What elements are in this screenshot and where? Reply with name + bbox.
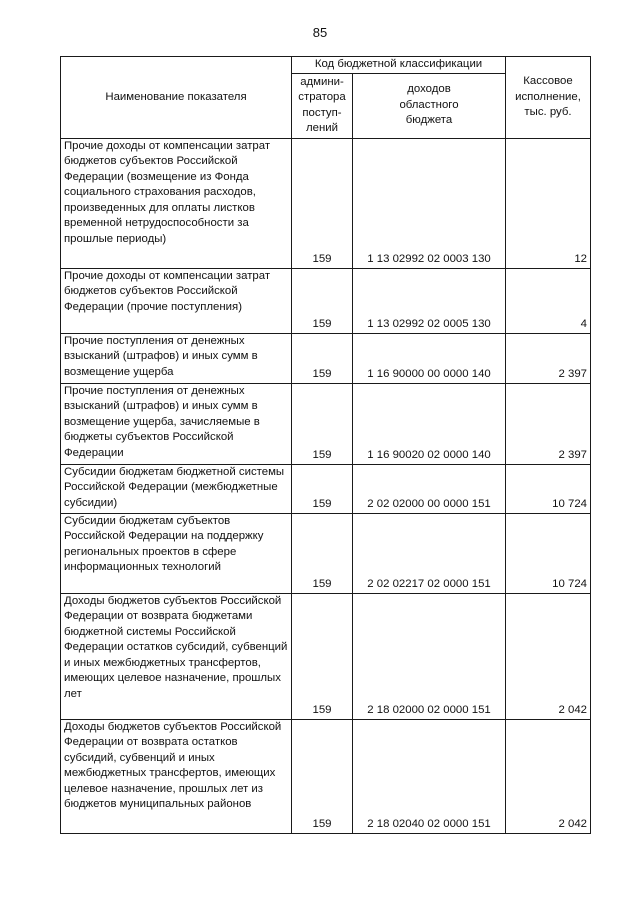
page-number: 85 xyxy=(312,25,328,40)
table-row xyxy=(61,383,591,464)
table-row xyxy=(61,719,591,833)
table-row xyxy=(61,333,591,383)
header-name: Наименование показателя xyxy=(61,57,292,139)
row-income-code: 2 18 02040 02 0000 151 xyxy=(353,719,506,833)
row-sum: 2 397 xyxy=(506,383,591,464)
row-admin-code: 159 xyxy=(292,719,353,833)
table-row xyxy=(61,593,591,719)
row-income-code: 1 13 02992 02 0003 130 xyxy=(353,138,506,268)
header-sum: Кассовое исполнение, тыс. руб. xyxy=(506,57,591,139)
row-sum: 4 xyxy=(506,268,591,333)
row-income-code: 2 02 02000 00 0000 151 xyxy=(353,464,506,513)
row-admin-code: 159 xyxy=(292,268,353,333)
row-name: Субсидии бюджетам бюджетной системы Российской Федерации (межбюджетные субсидии) xyxy=(64,465,285,509)
row-name: Прочие поступления от денежных взысканий (штрафов) и иных сумм в возмещение ущерба xyxy=(64,334,258,378)
row-admin-code: 159 xyxy=(292,138,353,268)
table-row xyxy=(61,138,591,268)
row-name: Субсидии бюджетам субъектов Российской Федерации на поддержку региональных проектов в сфере информационных технологий xyxy=(64,514,264,573)
row-name-cell xyxy=(61,383,292,464)
row-name: Прочие поступления от денежных взысканий (штрафов) и иных сумм в возмещение ущерба, зачисляемые в бюджеты субъектов Российской Федерации xyxy=(64,384,260,459)
row-sum: 2 042 xyxy=(506,593,591,719)
row-sum: 10 724 xyxy=(506,464,591,513)
table-row xyxy=(61,268,591,333)
row-name: Прочие доходы от компенсации затрат бюджетов субъектов Российской Федерации (прочие поступления) xyxy=(64,269,271,313)
row-income-code: 1 16 90020 02 0000 140 xyxy=(353,383,506,464)
row-name-cell xyxy=(61,464,292,513)
row-sum: 10 724 xyxy=(506,513,591,593)
row-income-code: 2 02 02217 02 0000 151 xyxy=(353,513,506,593)
row-name: Доходы бюджетов субъектов Российской Федерации от возврата бюджетами бюджетной системы Российской Федерации остатков субсидий, субвенций и иных межбюджетных трансфертов, имеющих целевое назначение, прошлых лет xyxy=(64,594,288,700)
row-sum: 2 397 xyxy=(506,333,591,383)
header-code: доходов областного бюджета xyxy=(353,73,506,138)
table-body xyxy=(61,138,591,833)
row-admin-code: 159 xyxy=(292,593,353,719)
row-name: Доходы бюджетов субъектов Российской Федерации от возврата остатков субсидий, субвенций и иных межбюджетных трансфертов, имеющих целевое назначение, прошлых лет из бюджетов муниципальных районов xyxy=(64,720,282,810)
row-name-cell xyxy=(61,719,292,833)
table-row xyxy=(61,464,591,513)
row-income-code: 2 18 02000 02 0000 151 xyxy=(353,593,506,719)
row-name-cell xyxy=(61,593,292,719)
budget-table xyxy=(60,56,591,834)
row-name-cell xyxy=(61,268,292,333)
header-admin: админи- стратора поступ- лений xyxy=(292,73,353,138)
table-row xyxy=(61,513,591,593)
row-name-cell xyxy=(61,138,292,268)
row-admin-code: 159 xyxy=(292,513,353,593)
row-name-cell xyxy=(61,333,292,383)
row-name: Прочие доходы от компенсации затрат бюджетов субъектов Российской Федерации (возмещение из Фонда социального страхования расходов, произведенных для оплаты листков временной нетрудоспособности за прошлые периоды) xyxy=(64,139,271,245)
row-admin-code: 159 xyxy=(292,383,353,464)
header-code-group: Код бюджетной классификации xyxy=(292,57,506,74)
row-admin-code: 159 xyxy=(292,333,353,383)
row-income-code: 1 13 02992 02 0005 130 xyxy=(353,268,506,333)
row-income-code: 1 16 90000 00 0000 140 xyxy=(353,333,506,383)
row-sum: 2 042 xyxy=(506,719,591,833)
row-name-cell xyxy=(61,513,292,593)
row-admin-code: 159 xyxy=(292,464,353,513)
row-sum: 12 xyxy=(506,138,591,268)
